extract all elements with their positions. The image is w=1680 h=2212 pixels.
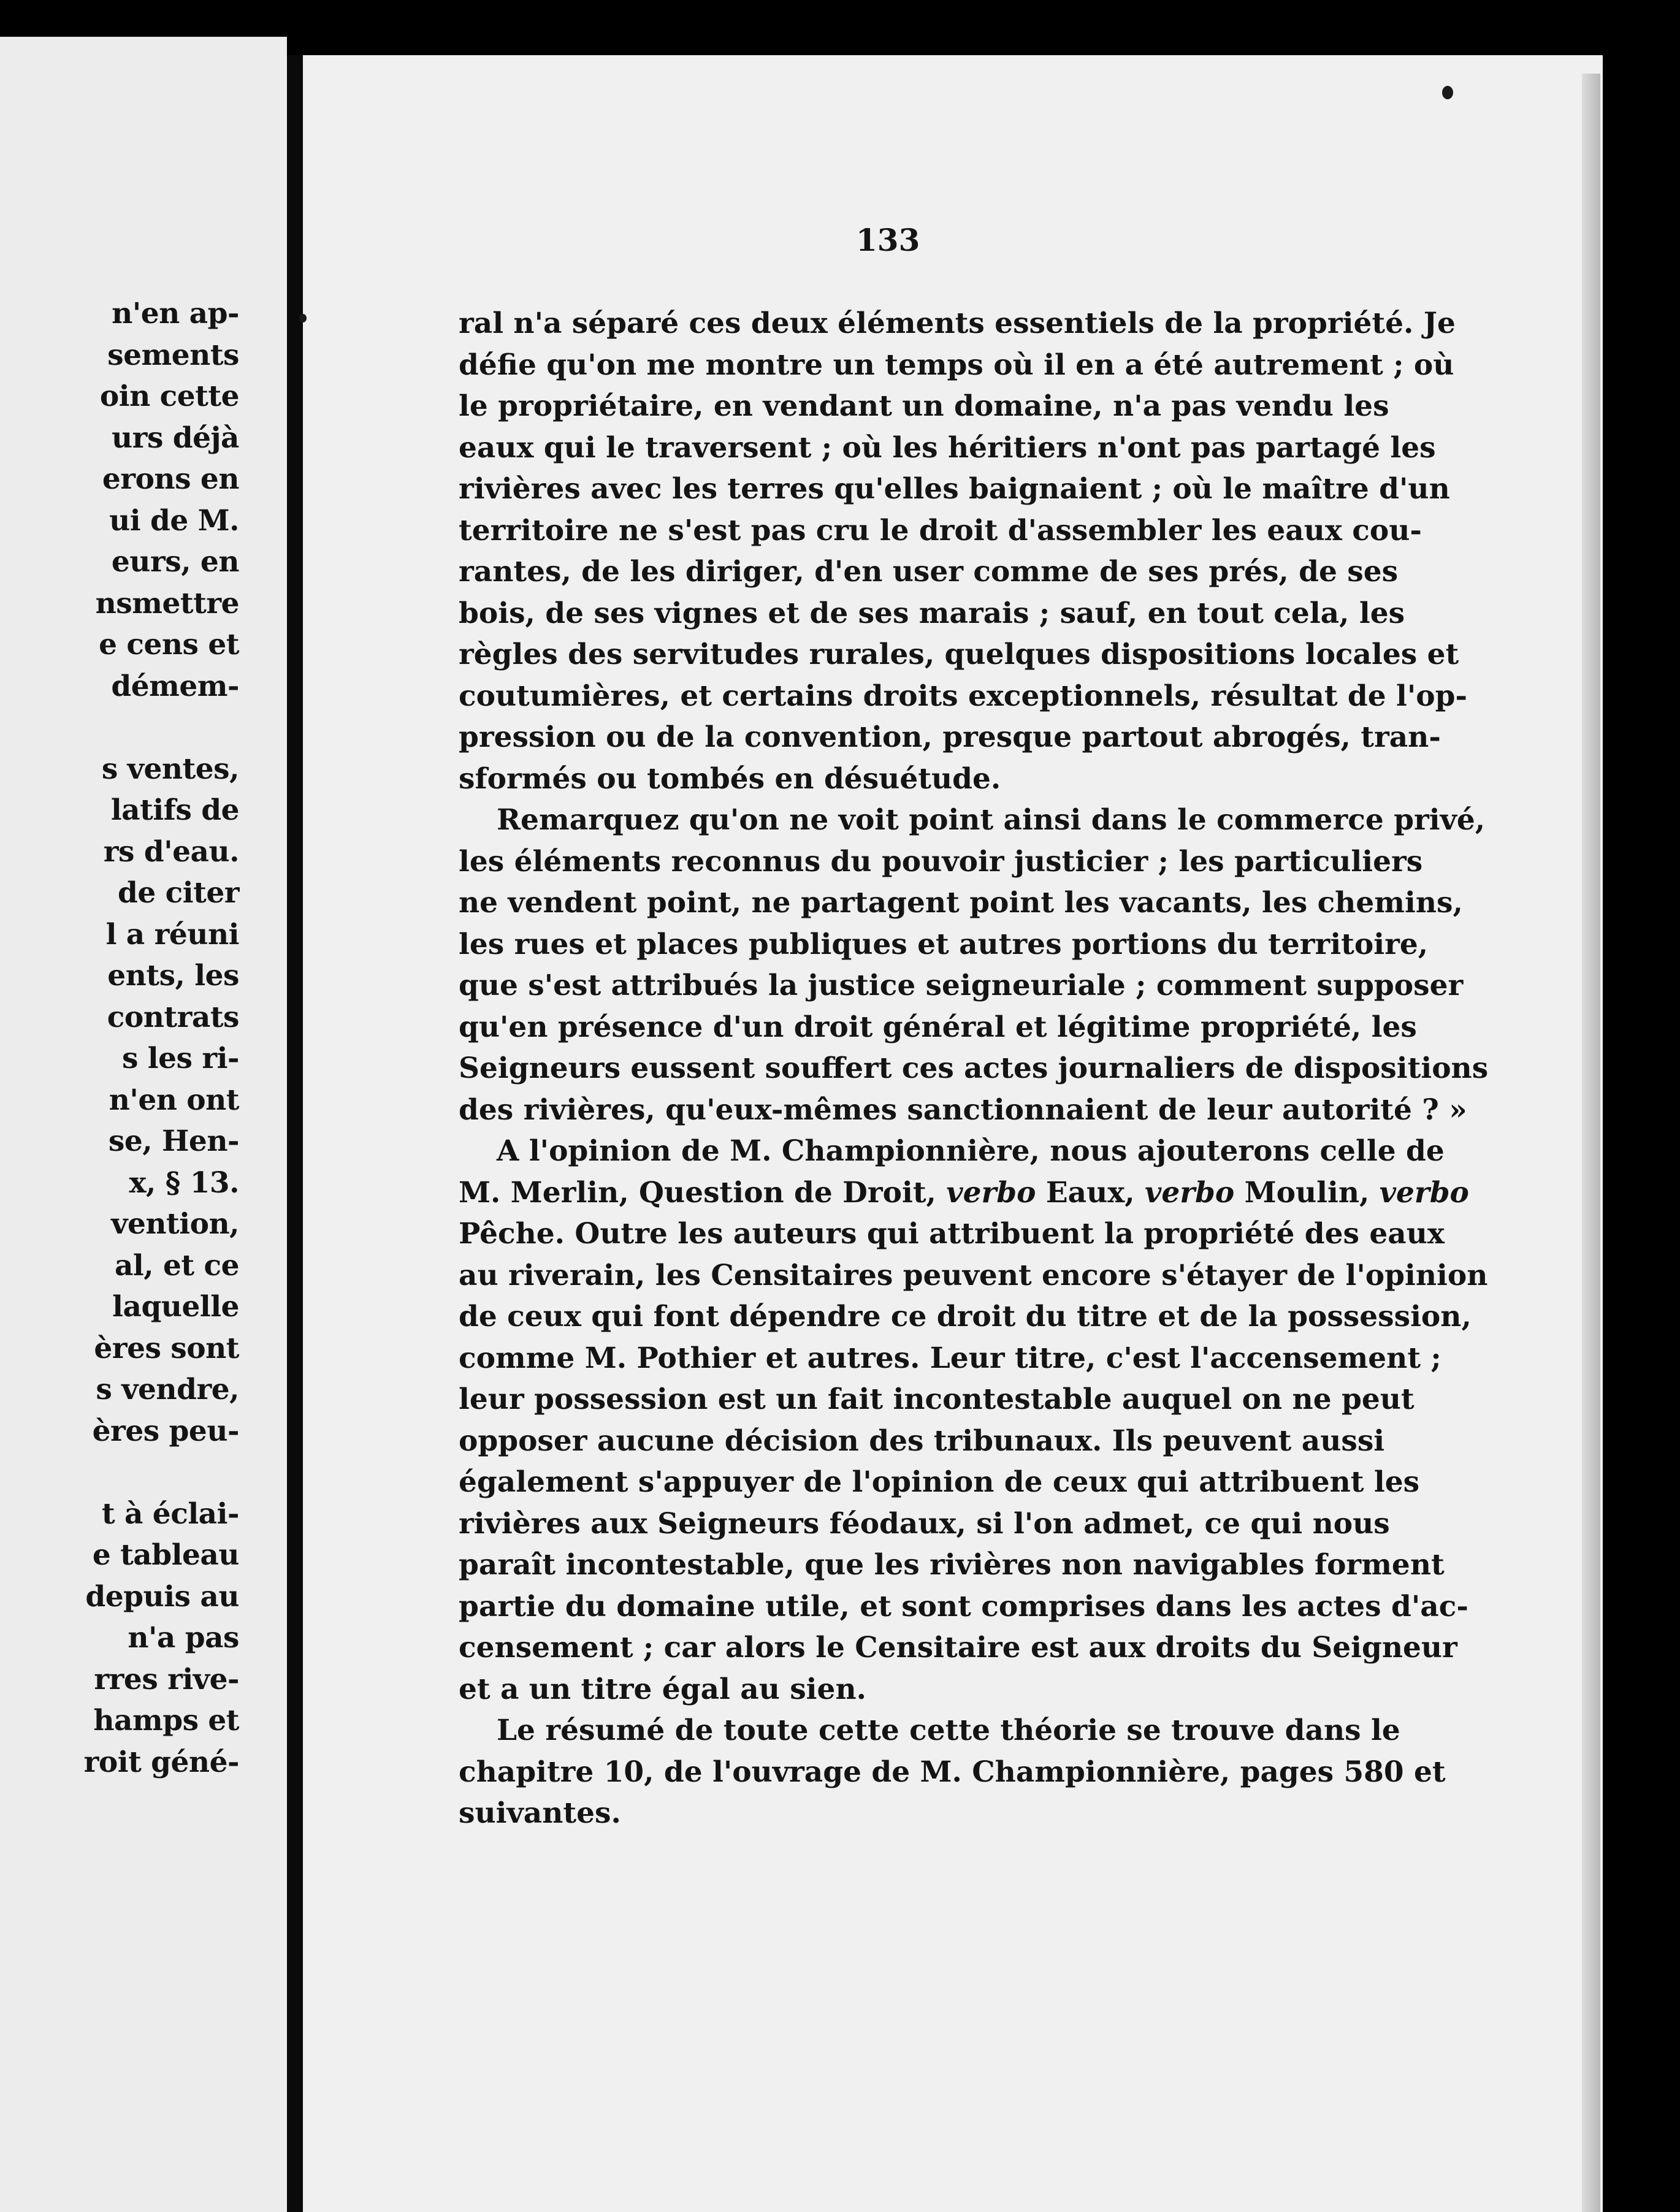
page-number: 133 <box>856 222 920 258</box>
previous-page-line: oin cette <box>99 379 239 413</box>
text-line: paraît incontestable, que les rivières non navigables forment <box>459 1548 1445 1582</box>
previous-page-line: s vendre, <box>96 1373 239 1406</box>
previous-page-line: hamps et <box>93 1704 239 1737</box>
text-line: défie qu'on me montre un temps où il en a été autrement ; où <box>459 348 1454 382</box>
previous-page-line: rs d'eau. <box>103 834 239 869</box>
paragraph <box>459 799 1489 1131</box>
text-line: que s'est attribués la justice seigneuriale ; comment supposer <box>459 969 1464 1002</box>
previous-page-line: nsmettre <box>95 586 239 620</box>
text-line: de ceux qui font dépendre ce droit du titre et de la possession, <box>459 1300 1472 1333</box>
text-line: également s'appuyer de l'opinion de ceux qui attribuent les <box>459 1465 1420 1499</box>
previous-page-line: e tableau <box>92 1538 239 1572</box>
previous-page-line: sements <box>107 338 239 372</box>
previous-page-line <box>84 707 239 749</box>
text-line: qu'en présence d'un droit général et légitime propriété, les <box>459 1010 1417 1044</box>
text-line: eaux qui le traversent ; où les héritiers n'ont pas partagé les <box>459 430 1436 465</box>
previous-page-line: t à éclai- <box>101 1497 239 1531</box>
previous-page-line: s ventes, <box>101 752 239 786</box>
previous-page-line: démem- <box>111 669 239 703</box>
text-line: censement ; car alors le Censitaire est aux droits du Seigneur <box>459 1631 1457 1665</box>
text-line: partie du domaine utile, et sont comprises dans les actes d'ac- <box>459 1589 1468 1623</box>
book-spine <box>287 55 303 2212</box>
text-line: sformés ou tombés en désuétude. <box>459 761 1001 796</box>
paragraph <box>459 303 1467 799</box>
text-line: ne vendent point, ne partagent point les vacants, les chemins, <box>459 886 1463 920</box>
previous-page-line: ui de M. <box>109 503 239 538</box>
previous-page-line: contrats <box>107 1000 239 1034</box>
previous-page-line: l a réuni <box>105 917 239 952</box>
text-line: chapitre 10, de l'ouvrage de M. Championnière, pages 580 et <box>459 1755 1446 1789</box>
text-line: rivières avec les terres qu'elles baignaient ; où le maître d'un <box>459 472 1450 506</box>
text-line: bois, de ses vignes et de ses marais ; sauf, en tout cela, les <box>459 596 1405 630</box>
text-line: leur possession est un fait incontestable auquel on ne peut <box>459 1382 1415 1416</box>
previous-page-line: rres rive- <box>94 1662 239 1696</box>
text-line: suivantes. <box>459 1796 621 1830</box>
previous-page-line: latifs de <box>110 793 239 827</box>
text-line: comme M. Pothier et autres. Leur titre, c'est l'accensement ; <box>459 1341 1441 1375</box>
previous-page-line: ents, les <box>107 959 239 993</box>
previous-page-line: roit géné- <box>83 1745 239 1779</box>
previous-page-line: se, Hen- <box>108 1124 239 1158</box>
text-line: A l'opinion de M. Championnière, nous ajouterons celle de <box>497 1134 1445 1168</box>
paragraph <box>459 1710 1446 1834</box>
previous-page-line: erons en <box>102 462 239 496</box>
paragraph <box>459 1131 1488 1710</box>
previous-page-line: laquelle <box>112 1290 239 1324</box>
text-line: Remarquez qu'on ne voit point ainsi dans le commerce privé, <box>497 803 1486 837</box>
text-line: rivières aux Seigneurs féodaux, si l'on admet, ce qui nous <box>459 1506 1390 1541</box>
previous-page-line: ères peu- <box>92 1414 239 1448</box>
previous-page-line: depuis au <box>85 1579 239 1614</box>
text-line: et a un titre égal au sien. <box>459 1672 866 1706</box>
speck-mark <box>1442 86 1453 99</box>
text-line: ral n'a séparé ces deux éléments essentiels de la propriété. Je <box>459 307 1456 340</box>
text-line: le propriétaire, en vendant un domaine, n'a pas vendu les <box>459 389 1389 423</box>
page-body <box>459 303 1489 1834</box>
previous-page-line: eurs, en <box>111 545 239 579</box>
text-line: M. Merlin, Question de Droit, verbo Eaux, verbo Moulin, verbo <box>459 1175 1469 1210</box>
speck-mark <box>299 314 307 322</box>
text-line: coutumières, et certains droits exceptionnels, résultat de l'op- <box>459 679 1467 713</box>
previous-page-line: al, et ce <box>114 1248 239 1283</box>
previous-page-text <box>84 293 239 1783</box>
text-line: Le résumé de toute cette cette théorie se trouve dans le <box>497 1714 1400 1747</box>
text-line: opposer aucune décision des tribunaux. Ils peuvent aussi <box>459 1424 1385 1458</box>
previous-page-fragment <box>0 37 287 2212</box>
text-line: pression ou de la convention, presque partout abrogés, tran- <box>459 720 1441 754</box>
text-line: des rivières, qu'eux-mêmes sanctionnaient de leur autorité ? » <box>459 1093 1467 1127</box>
text-line: les éléments reconnus du pouvoir justicier ; les particuliers <box>459 844 1423 879</box>
previous-page-line: s les ri- <box>121 1042 239 1075</box>
previous-page-line: vention, <box>111 1207 239 1241</box>
previous-page-line: urs déjà <box>112 421 239 455</box>
text-line: Seigneurs eussent souffert ces actes journaliers de dispositions <box>459 1051 1489 1085</box>
text-line: rantes, de les diriger, d'en user comme de ses prés, de ses <box>459 555 1399 589</box>
previous-page-line: n'a pas <box>128 1621 239 1655</box>
text-line: au riverain, les Censitaires peuvent encore s'étayer de l'opinion <box>459 1258 1488 1292</box>
previous-page-line: n'en ap- <box>112 297 239 330</box>
page-edge <box>1582 74 1600 2212</box>
text-line: règles des servitudes rurales, quelques dispositions locales et <box>459 638 1459 671</box>
previous-page-line: n'en ont <box>109 1083 239 1117</box>
previous-page-line: de citer <box>118 876 239 910</box>
previous-page-line: e cens et <box>99 628 239 662</box>
text-line: Pêche. Outre les auteurs qui attribuent la propriété des eaux <box>459 1217 1445 1251</box>
previous-page-line <box>84 1452 239 1493</box>
text-line: territoire ne s'est pas cru le droit d'assembler les eaux cou- <box>459 513 1422 547</box>
previous-page-line: x, § 13. <box>129 1165 239 1200</box>
text-line: les rues et places publiques et autres portions du territoire, <box>459 927 1429 961</box>
previous-page-line: ères sont <box>94 1331 239 1365</box>
